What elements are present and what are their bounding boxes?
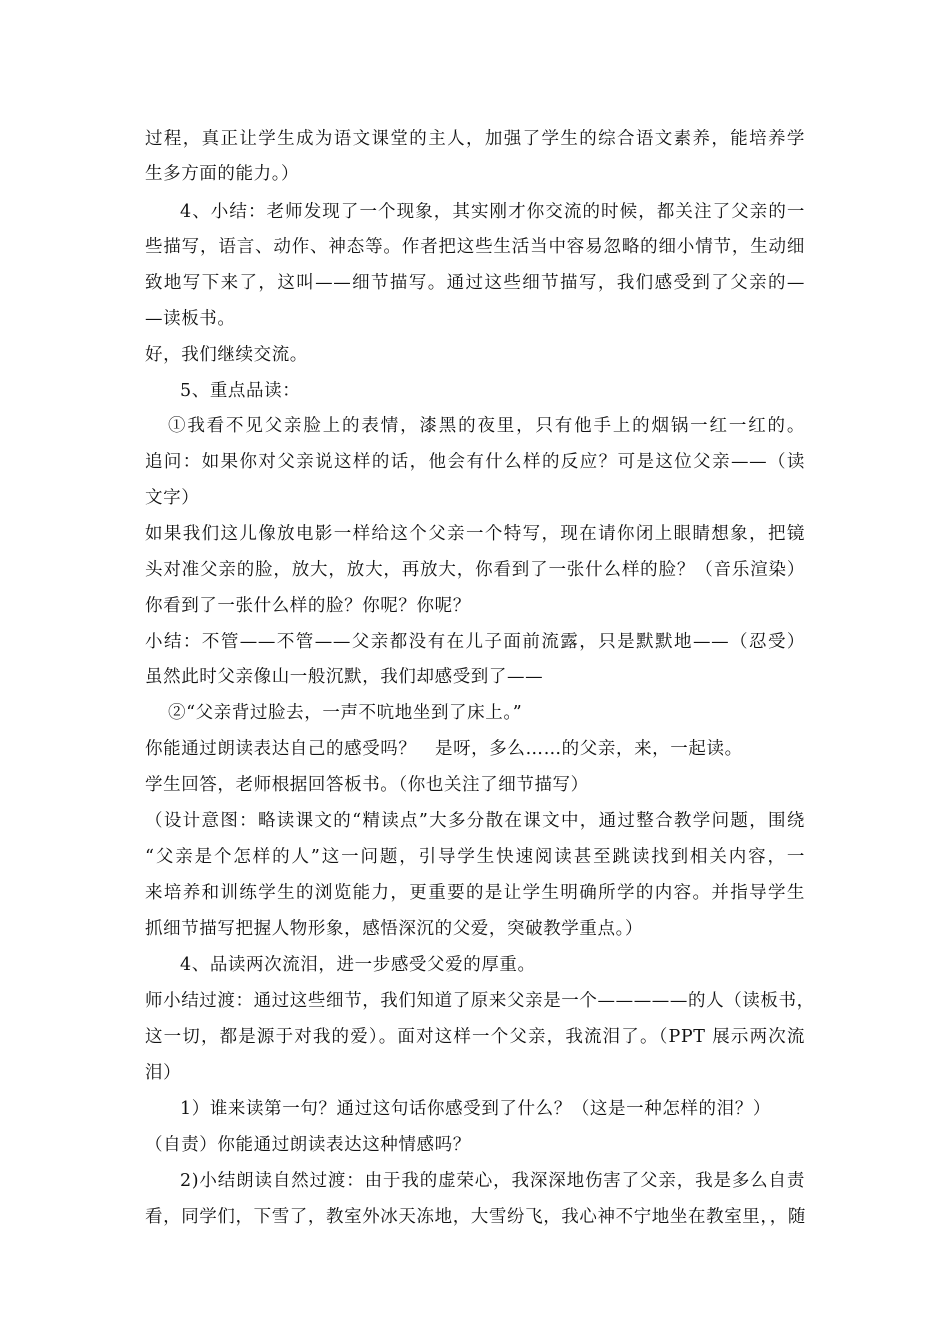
text-line: 小结：不管——不管——父亲都没有在儿子面前流露，只是默默地——（忍受） (145, 632, 805, 652)
text-line: 虽然此时父亲像山一般沉默，我们却感受到了—— (145, 667, 544, 687)
text-line: 追问：如果你对父亲说这样的话，他会有什么样的反应？可是这位父亲——（读 (145, 452, 805, 472)
text-line: —读板书。 (145, 309, 236, 329)
text-line: 4、小结：老师发现了一个现象，其实刚才你交流的时候，都关注了父亲的一 (180, 202, 805, 222)
text-line: 过程，真正让学生成为语文课堂的主人，加强了学生的综合语文素养，能培养学 (145, 129, 805, 149)
text-line: 如果我们这儿像放电影一样给这个父亲一个特写，现在请你闭上眼睛想象，把镜 (145, 524, 805, 544)
text-line: 学生回答，老师根据回答板书。（你也关注了细节描写） (145, 775, 589, 795)
text-line: 你能通过朗读表达自己的感受吗？ 是呀，多么……的父亲，来，一起读。 (145, 739, 743, 759)
text-line: 生多方面的能力。） (145, 164, 300, 184)
section-heading: 5、重点品读： (180, 381, 301, 401)
text-line: 你看到了一张什么样的脸？你呢？你呢？ (145, 596, 471, 616)
text-line: 看，同学们，下雪了，教室外冰天冻地，大雪纷飞，我心神不宁地坐在教室里，，随 (145, 1207, 806, 1227)
text-line: “父亲是个怎样的人”这一问题，引导学生快速阅读甚至跳读找到相关内容，一 (145, 847, 805, 867)
text-line: 些描写，语言、动作、神态等。作者把这些生活当中容易忽略的细小情节，生动细 (145, 237, 805, 257)
text-line: （设计意图：略读课文的“精读点”大多分散在课文中，通过整合教学问题，围绕 (145, 811, 805, 831)
text-line: 1）谁来读第一句？通过这句话你感受到了什么？（这是一种怎样的泪？） (180, 1099, 771, 1119)
text-line: 头对准父亲的脸，放大，放大，再放大，你看到了一张什么样的脸？（音乐渲染） (145, 560, 805, 580)
text-line: 抓细节描写把握人物形象，感悟深沉的父爱，突破教学重点。） (145, 919, 644, 939)
text-line: 师小结过渡：通过这些细节，我们知道了原来父亲是一个—————的人（读板书， (145, 991, 815, 1011)
quote-line: ②“父亲背过脸去，一声不吭地坐到了床上。” (168, 703, 523, 723)
text-line: 2)小结朗读自然过渡：由于我的虚荣心，我深深地伤害了父亲，我是多么自责 (180, 1171, 805, 1191)
text-line: 好，我们继续交流。 (145, 345, 308, 365)
quote-line: ①我看不见父亲脸上的表情，漆黑的夜里，只有他手上的烟锅一红一红的。 (168, 416, 805, 436)
text-line: 文字） (145, 488, 200, 508)
text-line: （自责）你能通过朗读表达这种情感吗？ (145, 1135, 471, 1155)
text-line: 这一切，都是源于对我的爱）。面对这样一个父亲，我流泪了。（PPT 展示两次流 (145, 1027, 805, 1047)
section-heading: 4、品读两次流泪，进一步感受父爱的厚重。 (180, 955, 536, 975)
text-line: 泪） (145, 1063, 182, 1083)
text-line: 致地写下来了，这叫——细节描写。通过这些细节描写，我们感受到了父亲的— (145, 273, 805, 293)
text-line: 来培养和训练学生的浏览能力，更重要的是让学生明确所学的内容。并指导学生 (145, 883, 805, 903)
